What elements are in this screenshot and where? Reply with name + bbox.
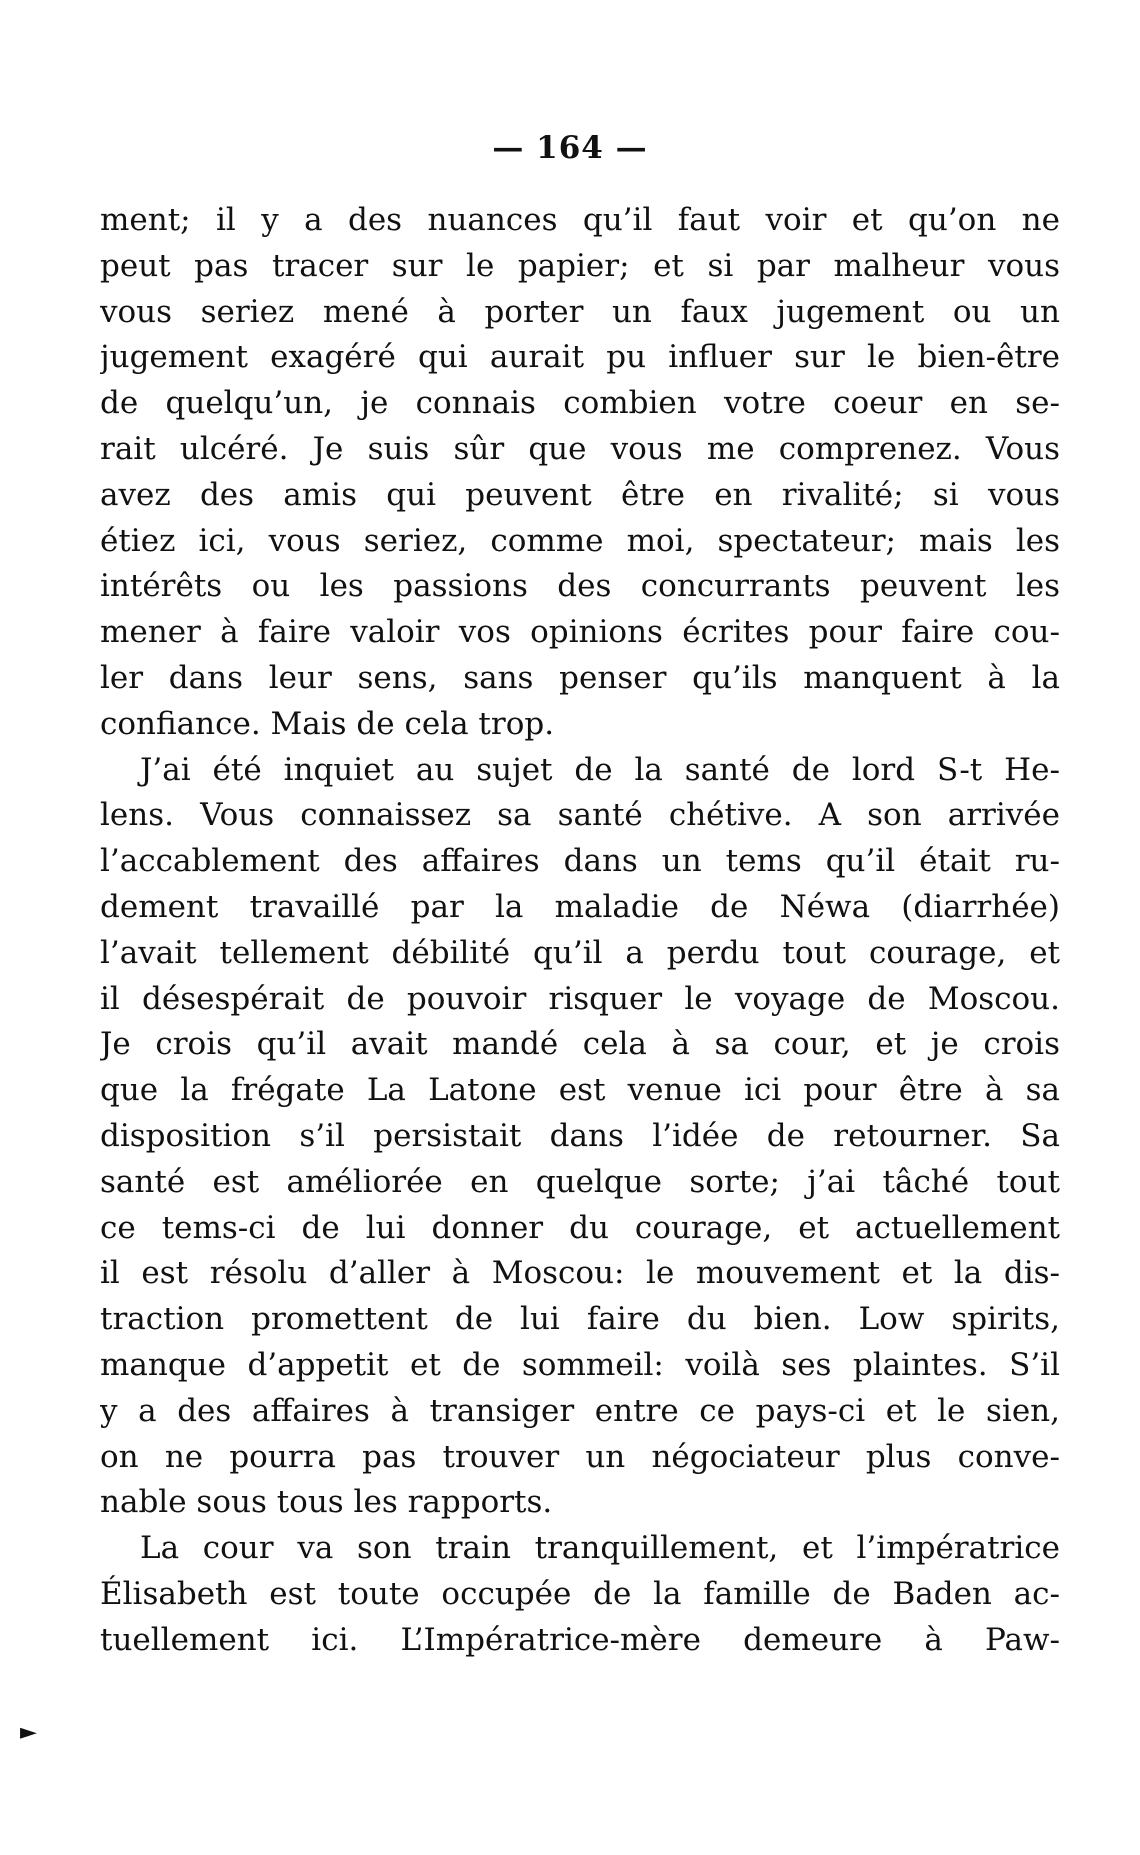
text-line: lens. Vous connaissez sa santé chétive. A son arrivée: [100, 797, 1060, 834]
text-line: Élisabeth est toute occupée de la famille de Baden ac-: [100, 1575, 1060, 1612]
text-line: jugement exagéré qui aurait pu influer sur le bien-être: [100, 339, 1060, 376]
margin-arrow-icon: ►: [20, 1720, 37, 1745]
text-line: confiance. Mais de cela trop.: [100, 705, 555, 742]
text-line: dement travaillé par la maladie de Néwa (diarrhée): [100, 888, 1060, 925]
text-line: mener à faire valoir vos opinions écrites pour faire cou-: [100, 614, 1060, 651]
page-number: — 164 —: [492, 130, 648, 166]
text-line: l’avait tellement débilité qu’il a perdu tout courage, et: [100, 934, 1060, 971]
text-line: manque d’appetit et de sommeil: voilà ses plaintes. S’il: [100, 1346, 1060, 1383]
text-line: nable sous tous les rapports.: [100, 1484, 553, 1521]
text-line: peut pas tracer sur le papier; et si par malheur vous: [100, 247, 1060, 284]
body-text: [100, 198, 1060, 1664]
text-line: vous seriez mené à porter un faux jugement ou un: [100, 293, 1060, 330]
text-line: il est résolu d’aller à Moscou: le mouvement et la dis-: [100, 1255, 1060, 1292]
text-line: que la frégate La Latone est venue ici pour être à sa: [100, 1072, 1060, 1109]
text-line: intérêts ou les passions des concurrants peuvent les: [100, 568, 1060, 605]
text-line: santé est améliorée en quelque sorte; j’ai tâché tout: [100, 1163, 1060, 1200]
text-line: ce tems-ci de lui donner du courage, et actuellement: [100, 1209, 1060, 1246]
text-line: ler dans leur sens, sans penser qu’ils manquent à la: [100, 659, 1060, 696]
text-line: avez des amis qui peuvent être en rivalité; si vous: [100, 476, 1060, 513]
text-line: traction promettent de lui faire du bien. Low spirits,: [100, 1301, 1060, 1338]
text-line: La cour va son train tranquillement, et l’impératrice: [140, 1530, 1060, 1567]
text-line: de quelqu’un, je connais combien votre coeur en se-: [100, 385, 1060, 422]
text-line: disposition s’il persistait dans l’idée de retourner. Sa: [100, 1117, 1060, 1154]
text-line: Je crois qu’il avait mandé cela à sa cour, et je crois: [100, 1026, 1060, 1063]
text-line: étiez ici, vous seriez, comme moi, spectateur; mais les: [100, 522, 1060, 559]
text-line: tuellement ici. L’Impératrice-mère demeure à Paw-: [100, 1621, 1060, 1658]
text-line: rait ulcéré. Je suis sûr que vous me comprenez. Vous: [100, 430, 1060, 467]
text-line: il désespérait de pouvoir risquer le voyage de Moscou.: [100, 980, 1060, 1017]
text-line: ment; il y a des nuances qu’il faut voir et qu’on ne: [100, 202, 1060, 238]
text-line: J’ai été inquiet au sujet de la santé de lord S-t He-: [140, 751, 1060, 788]
text-line: on ne pourra pas trouver un négociateur plus conve-: [100, 1438, 1060, 1475]
text-line: y a des affaires à transiger entre ce pays-ci et le sien,: [100, 1392, 1060, 1429]
text-line: l’accablement des affaires dans un tems qu’il était ru-: [100, 843, 1060, 880]
